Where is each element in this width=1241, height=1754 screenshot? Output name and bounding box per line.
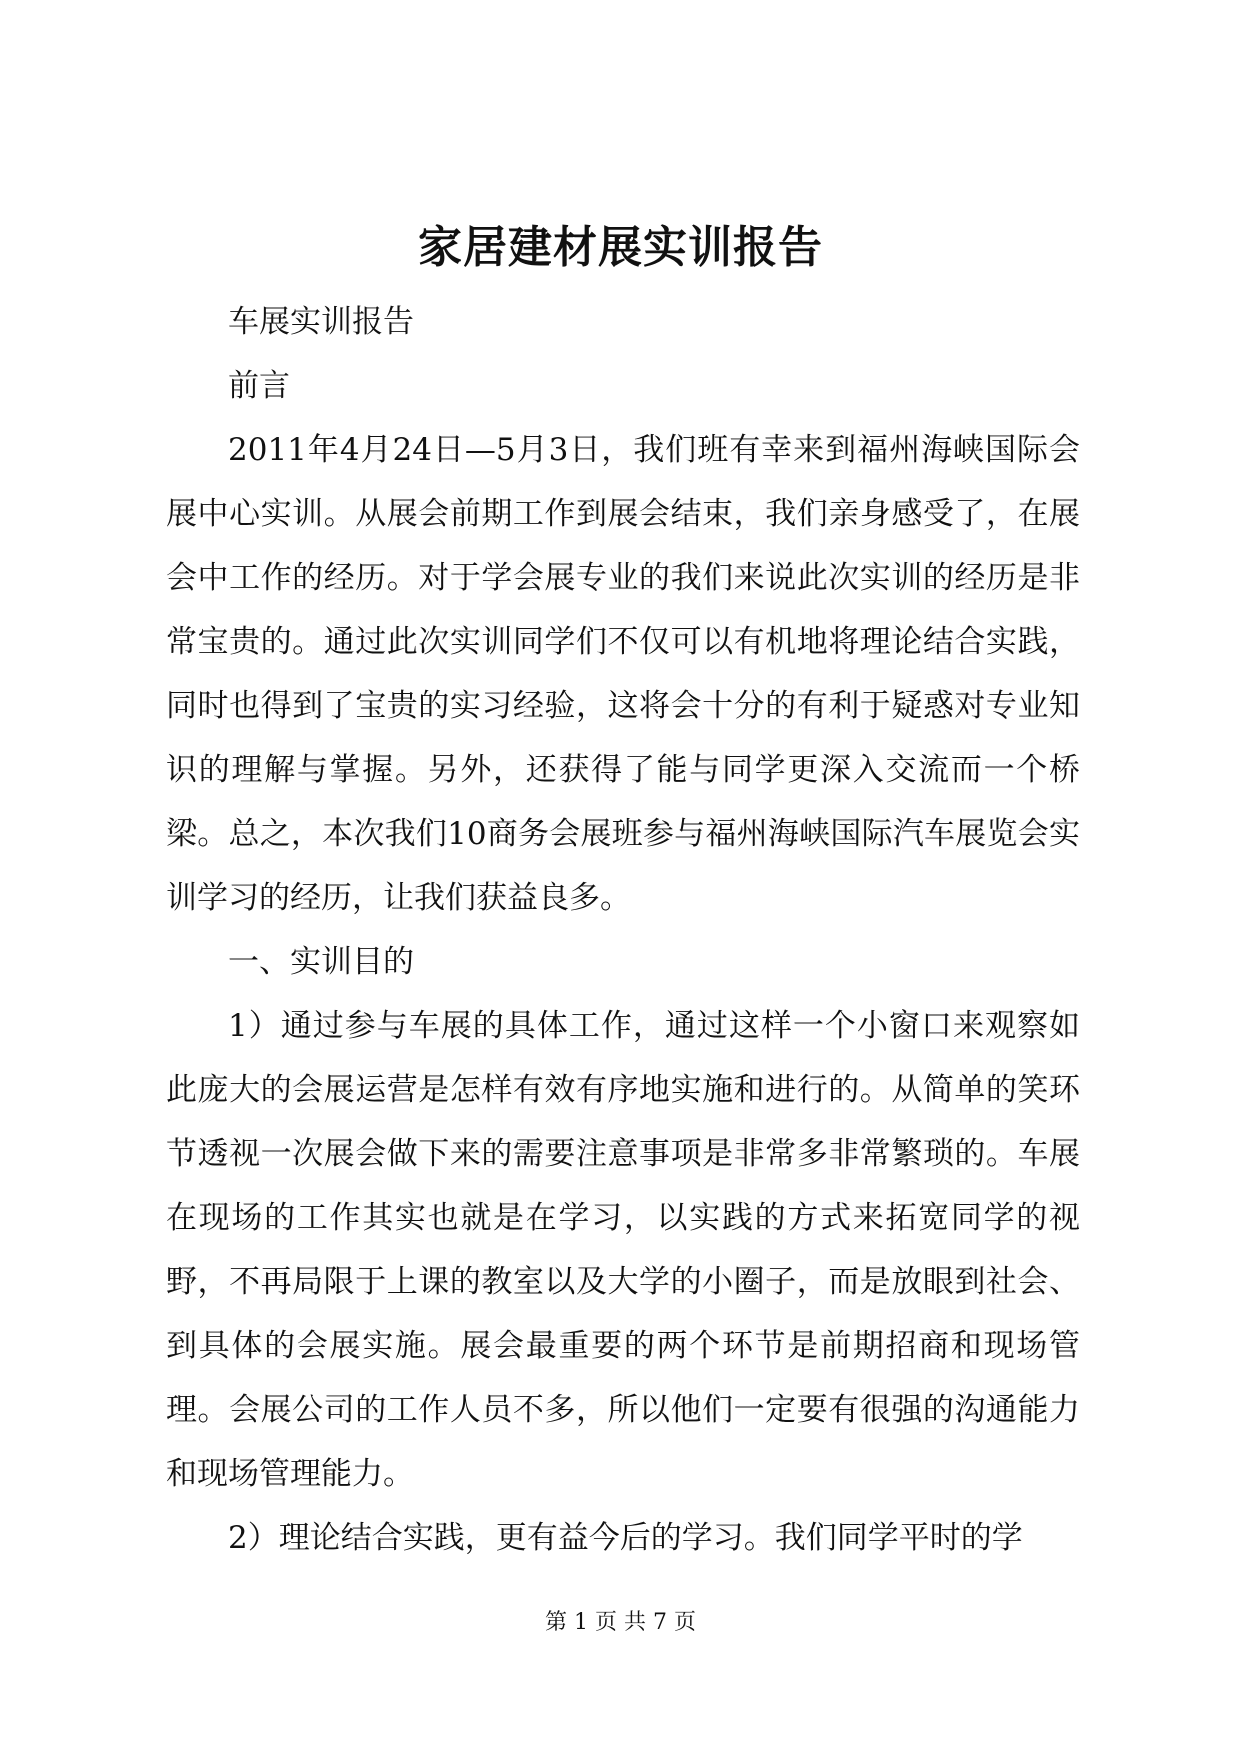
paragraph-subtitle: 车展实训报告 [228, 304, 414, 340]
paragraph-section-heading: 一、实训目的 [228, 944, 414, 980]
page-number: 第 1 页 共 7 页 [545, 1610, 696, 1635]
paragraph-preface: 2011年4月24日—5月3日，我们班有幸来到福州海峡国际会展中心实训。从展会前期工作到展会结束，我们亲身感受了，在展会中工作的经历。对于学会展专业的我们来说此次实训的经历是非常宝贵的。通过此次实训同学们不仅可以有机地将理论结合实践，同时也得到了宝贵的实习经验，这将会十分的有利于疑惑对专业知识的理解与掌握。另外，还获得了能与同学更深入交流而一个桥梁。总之，本次我们10商务会展班参与福州海峡国际汽车展览会实训学习的经历，让我们获益良多。 [166, 432, 1080, 916]
paragraph-item-2: 2）理论结合实践，更有益今后的学习。我们同学平时的学 [228, 1520, 1023, 1556]
document-title: 家居建材展实训报告 [418, 222, 823, 273]
paragraph-preface-heading: 前言 [228, 368, 290, 404]
document-body [166, 290, 1080, 1570]
paragraph-item-1: 1）通过参与车展的具体工作，通过这样一个小窗口来观察如此庞大的会展运营是怎样有效有序地实施和进行的。从简单的笑环节透视一次展会做下来的需要注意事项是非常多非常繁琐的。车展在现场的工作其实也就是在学习，以实践的方式来拓宽同学的视野，不再局限于上课的教室以及大学的小圈子，而是放眼到社会、到具体的会展实施。展会最重要的两个环节是前期招商和现场管理。会展公司的工作人员不多，所以他们一定要有很强的沟通能力和现场管理能力。 [166, 1008, 1080, 1492]
